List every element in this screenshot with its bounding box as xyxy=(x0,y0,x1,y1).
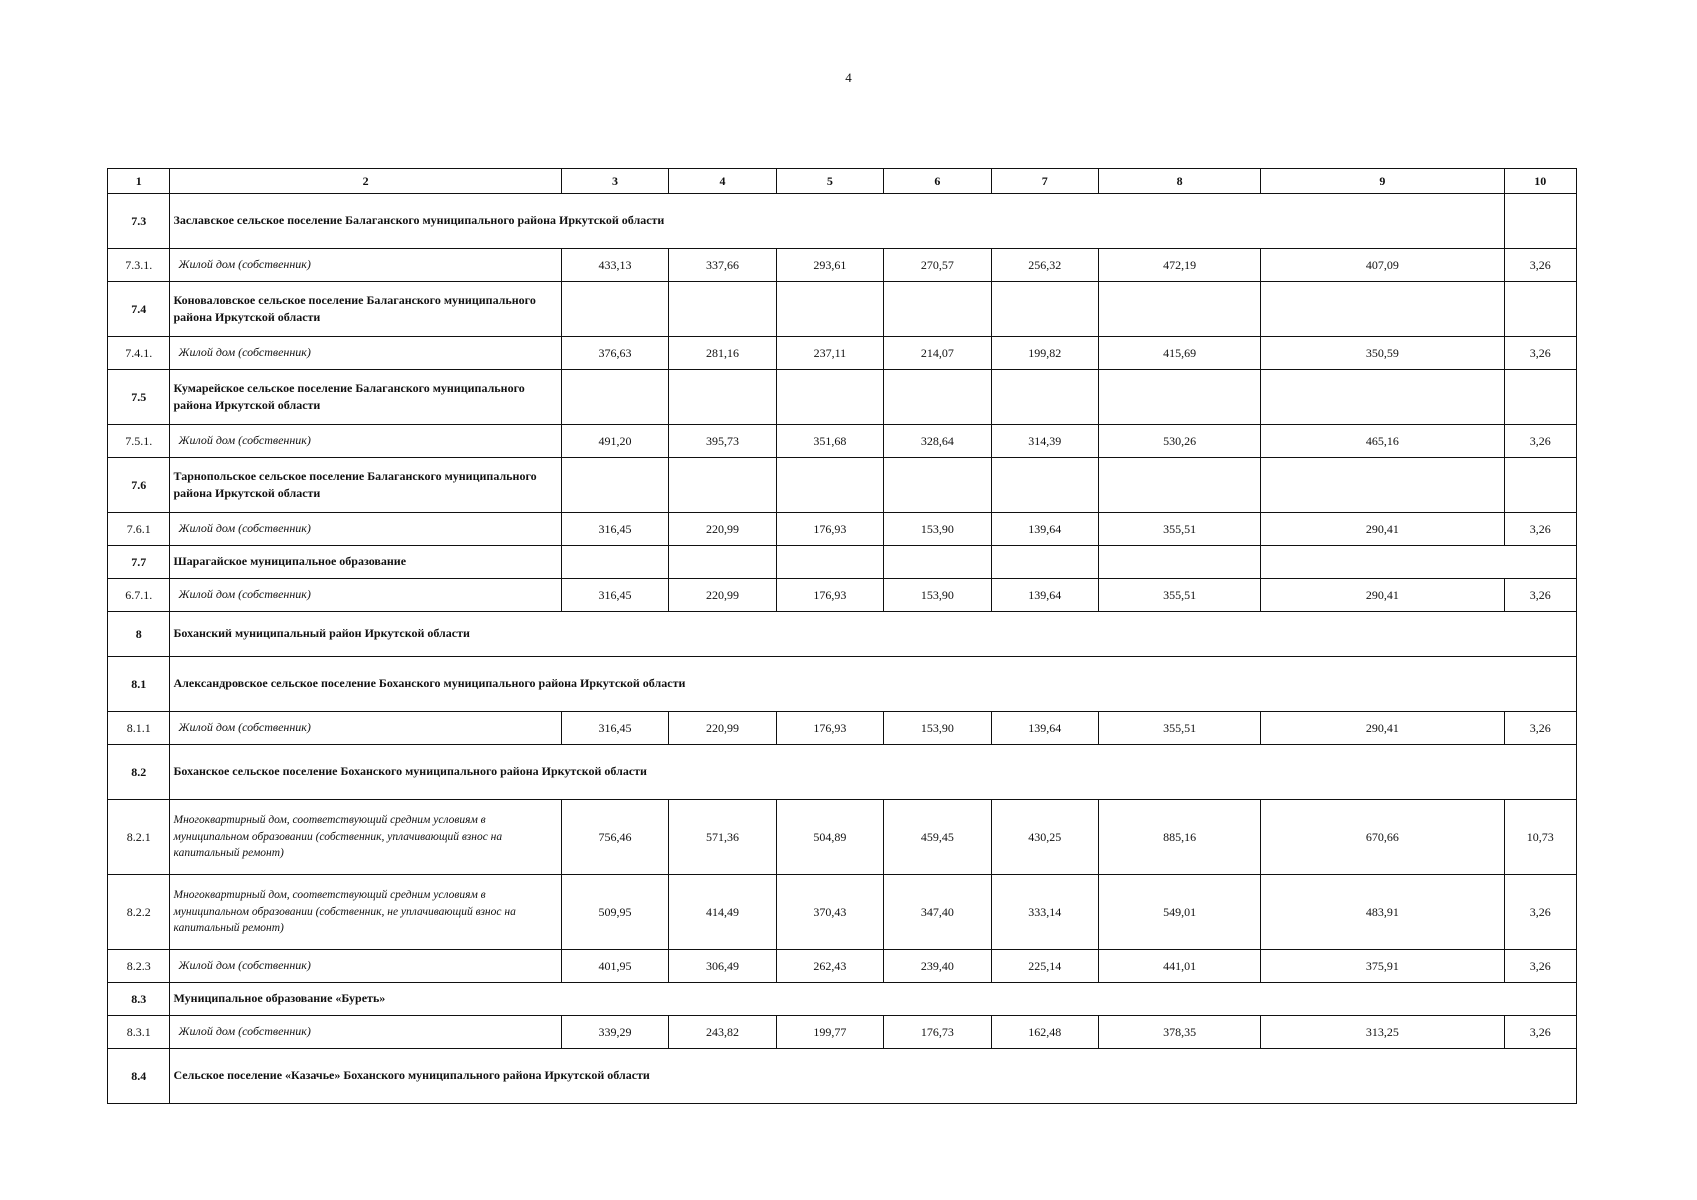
table-row xyxy=(108,513,1577,546)
value-cell: 337,66 xyxy=(669,249,776,282)
empty-cell xyxy=(776,370,883,425)
section-row xyxy=(108,282,1577,337)
value-cell: 347,40 xyxy=(884,875,991,950)
value-cell: 316,45 xyxy=(561,712,668,745)
empty-cell xyxy=(561,282,668,337)
group-name: Коноваловское сельское поселение Балаганского муниципального района Иркутской области xyxy=(170,282,561,337)
column-header: 9 xyxy=(1261,169,1504,194)
row-number: 8.2.3 xyxy=(108,950,170,983)
section-name: Боханское сельское поселение Боханского муниципального района Иркутской области xyxy=(170,745,1577,800)
value-cell: 355,51 xyxy=(1098,513,1260,546)
empty-cell xyxy=(884,458,991,513)
value-cell: 3,26 xyxy=(1504,1016,1576,1049)
empty-cell xyxy=(669,282,776,337)
value-cell: 176,93 xyxy=(776,513,883,546)
row-number: 7.6.1 xyxy=(108,513,170,546)
row-number: 8.3.1 xyxy=(108,1016,170,1049)
column-header: 2 xyxy=(170,169,561,194)
value-cell: 3,26 xyxy=(1504,513,1576,546)
value-cell: 237,11 xyxy=(776,337,883,370)
row-number: 8.3 xyxy=(108,983,170,1016)
row-number: 6.7.1. xyxy=(108,579,170,612)
column-header: 3 xyxy=(561,169,668,194)
value-cell: 162,48 xyxy=(991,1016,1098,1049)
row-name: Жилой дом (собственник) xyxy=(170,249,561,282)
value-cell: 290,41 xyxy=(1261,579,1504,612)
value-cell: 333,14 xyxy=(991,875,1098,950)
row-name: Жилой дом (собственник) xyxy=(170,425,561,458)
section-row xyxy=(108,546,1577,579)
value-cell: 139,64 xyxy=(991,579,1098,612)
value-cell: 549,01 xyxy=(1098,875,1260,950)
empty-cell xyxy=(561,546,668,579)
empty-cell xyxy=(1504,458,1576,513)
value-cell: 313,25 xyxy=(1261,1016,1504,1049)
value-cell: 153,90 xyxy=(884,579,991,612)
value-cell: 433,13 xyxy=(561,249,668,282)
empty-cell xyxy=(561,458,668,513)
empty-cell xyxy=(669,546,776,579)
empty-cell xyxy=(991,458,1098,513)
column-header: 6 xyxy=(884,169,991,194)
table-body xyxy=(108,169,1577,1104)
row-number: 8.2 xyxy=(108,745,170,800)
table-row xyxy=(108,249,1577,282)
group-name: Заславское сельское поселение Балаганского муниципального района Иркутской области xyxy=(170,194,1504,249)
value-cell: 139,64 xyxy=(991,712,1098,745)
empty-cell xyxy=(1504,194,1576,249)
value-cell: 3,26 xyxy=(1504,875,1576,950)
row-name: Жилой дом (собственник) xyxy=(170,950,561,983)
section-row xyxy=(108,983,1577,1016)
group-name: Кумарейское сельское поселение Балаганского муниципального района Иркутской области xyxy=(170,370,561,425)
column-header: 10 xyxy=(1504,169,1576,194)
section-row xyxy=(108,370,1577,425)
row-number: 7.7 xyxy=(108,546,170,579)
value-cell: 220,99 xyxy=(669,712,776,745)
value-cell: 139,64 xyxy=(991,513,1098,546)
value-cell: 220,99 xyxy=(669,579,776,612)
section-row xyxy=(108,657,1577,712)
value-cell: 239,40 xyxy=(884,950,991,983)
empty-cell xyxy=(776,458,883,513)
table-row xyxy=(108,875,1577,950)
value-cell: 756,46 xyxy=(561,800,668,875)
section-row xyxy=(108,1049,1577,1104)
section-name: Боханский муниципальный район Иркутской области xyxy=(170,612,1577,657)
value-cell: 472,19 xyxy=(1098,249,1260,282)
row-name: Многоквартирный дом, соответствующий средним условиям в муниципальном образовании (собственник, не уплачивающий взнос на капитальный ремонт) xyxy=(170,875,561,950)
row-number: 7.5 xyxy=(108,370,170,425)
section-name: Александровское сельское поселение Боханского муниципального района Иркутской области xyxy=(170,657,1577,712)
row-name: Жилой дом (собственник) xyxy=(170,712,561,745)
value-cell: 885,16 xyxy=(1098,800,1260,875)
empty-cell xyxy=(884,370,991,425)
column-header: 4 xyxy=(669,169,776,194)
value-cell: 270,57 xyxy=(884,249,991,282)
table-row xyxy=(108,425,1577,458)
value-cell: 483,91 xyxy=(1261,875,1504,950)
table-row xyxy=(108,1016,1577,1049)
value-cell: 350,59 xyxy=(1261,337,1504,370)
row-number: 8.1 xyxy=(108,657,170,712)
empty-cell xyxy=(1098,458,1260,513)
value-cell: 243,82 xyxy=(669,1016,776,1049)
row-number: 7.4.1. xyxy=(108,337,170,370)
value-cell: 176,73 xyxy=(884,1016,991,1049)
value-cell: 530,26 xyxy=(1098,425,1260,458)
row-number: 7.6 xyxy=(108,458,170,513)
value-cell: 281,16 xyxy=(669,337,776,370)
row-name: Жилой дом (собственник) xyxy=(170,513,561,546)
empty-cell xyxy=(561,370,668,425)
value-cell: 199,77 xyxy=(776,1016,883,1049)
value-cell: 376,63 xyxy=(561,337,668,370)
row-number: 8 xyxy=(108,612,170,657)
value-cell: 509,95 xyxy=(561,875,668,950)
row-name: Многоквартирный дом, соответствующий средним условиям в муниципальном образовании (собственник, уплачивающий взнос на капитальный ремонт) xyxy=(170,800,561,875)
section-row xyxy=(108,745,1577,800)
value-cell: 351,68 xyxy=(776,425,883,458)
value-cell: 220,99 xyxy=(669,513,776,546)
column-header: 1 xyxy=(108,169,170,194)
section-name: Сельское поселение «Казачье» Боханского муниципального района Иркутской области xyxy=(170,1049,1577,1104)
value-cell: 370,43 xyxy=(776,875,883,950)
section-row xyxy=(108,458,1577,513)
value-cell: 375,91 xyxy=(1261,950,1504,983)
row-number: 8.4 xyxy=(108,1049,170,1104)
empty-cell xyxy=(669,370,776,425)
value-cell: 355,51 xyxy=(1098,712,1260,745)
empty-cell xyxy=(776,546,883,579)
value-cell: 293,61 xyxy=(776,249,883,282)
value-cell: 316,45 xyxy=(561,513,668,546)
value-cell: 153,90 xyxy=(884,712,991,745)
value-cell: 504,89 xyxy=(776,800,883,875)
group-name: Шарагайское муниципальное образование xyxy=(170,546,561,579)
value-cell: 10,73 xyxy=(1504,800,1576,875)
value-cell: 262,43 xyxy=(776,950,883,983)
row-number: 8.2.2 xyxy=(108,875,170,950)
page-number: 4 xyxy=(845,70,852,85)
value-cell: 670,66 xyxy=(1261,800,1504,875)
value-cell: 225,14 xyxy=(991,950,1098,983)
value-cell: 176,93 xyxy=(776,712,883,745)
value-cell: 176,93 xyxy=(776,579,883,612)
table-row xyxy=(108,800,1577,875)
empty-cell xyxy=(1504,282,1576,337)
empty-cell xyxy=(1504,370,1576,425)
table-row xyxy=(108,337,1577,370)
value-cell: 414,49 xyxy=(669,875,776,950)
value-cell: 401,95 xyxy=(561,950,668,983)
row-name: Жилой дом (собственник) xyxy=(170,337,561,370)
empty-cell xyxy=(776,282,883,337)
empty-cell xyxy=(1098,370,1260,425)
column-header: 8 xyxy=(1098,169,1260,194)
value-cell: 306,49 xyxy=(669,950,776,983)
empty-cell xyxy=(1261,282,1504,337)
value-cell: 199,82 xyxy=(991,337,1098,370)
row-number: 7.4 xyxy=(108,282,170,337)
value-cell: 395,73 xyxy=(669,425,776,458)
column-header: 7 xyxy=(991,169,1098,194)
value-cell: 3,26 xyxy=(1504,337,1576,370)
value-cell: 465,16 xyxy=(1261,425,1504,458)
section-row xyxy=(108,194,1577,249)
empty-cell xyxy=(669,458,776,513)
column-header: 5 xyxy=(776,169,883,194)
value-cell: 328,64 xyxy=(884,425,991,458)
table-row xyxy=(108,950,1577,983)
value-cell: 378,35 xyxy=(1098,1016,1260,1049)
value-cell: 355,51 xyxy=(1098,579,1260,612)
value-cell: 316,45 xyxy=(561,579,668,612)
empty-cell xyxy=(991,282,1098,337)
value-cell: 3,26 xyxy=(1504,579,1576,612)
tariff-table xyxy=(107,168,1577,1104)
row-name: Жилой дом (собственник) xyxy=(170,1016,561,1049)
value-cell: 3,26 xyxy=(1504,425,1576,458)
value-cell: 256,32 xyxy=(991,249,1098,282)
value-cell: 571,36 xyxy=(669,800,776,875)
empty-cell xyxy=(1261,458,1504,513)
value-cell: 430,25 xyxy=(991,800,1098,875)
value-cell: 290,41 xyxy=(1261,513,1504,546)
empty-cell xyxy=(884,546,991,579)
header-row xyxy=(108,169,1577,194)
section-name: Муниципальное образование «Буреть» xyxy=(170,983,1577,1016)
value-cell: 415,69 xyxy=(1098,337,1260,370)
table-row xyxy=(108,712,1577,745)
value-cell: 290,41 xyxy=(1261,712,1504,745)
value-cell: 459,45 xyxy=(884,800,991,875)
table-row xyxy=(108,579,1577,612)
value-cell: 491,20 xyxy=(561,425,668,458)
empty-cell xyxy=(991,370,1098,425)
value-cell: 3,26 xyxy=(1504,950,1576,983)
value-cell: 153,90 xyxy=(884,513,991,546)
value-cell: 3,26 xyxy=(1504,712,1576,745)
value-cell: 214,07 xyxy=(884,337,991,370)
value-cell: 339,29 xyxy=(561,1016,668,1049)
section-row xyxy=(108,612,1577,657)
empty-cell xyxy=(991,546,1098,579)
group-name: Тарнопольское сельское поселение Балаганского муниципального района Иркутской области xyxy=(170,458,561,513)
empty-cell xyxy=(884,282,991,337)
value-cell: 441,01 xyxy=(1098,950,1260,983)
value-cell: 407,09 xyxy=(1261,249,1504,282)
empty-cell xyxy=(1098,546,1260,579)
empty-cell xyxy=(1261,370,1504,425)
value-cell: 314,39 xyxy=(991,425,1098,458)
row-number: 8.2.1 xyxy=(108,800,170,875)
value-cell: 3,26 xyxy=(1504,249,1576,282)
row-number: 7.3.1. xyxy=(108,249,170,282)
row-number: 7.3 xyxy=(108,194,170,249)
row-number: 7.5.1. xyxy=(108,425,170,458)
empty-cell xyxy=(1261,546,1577,579)
empty-cell xyxy=(1098,282,1260,337)
row-name: Жилой дом (собственник) xyxy=(170,579,561,612)
row-number: 8.1.1 xyxy=(108,712,170,745)
